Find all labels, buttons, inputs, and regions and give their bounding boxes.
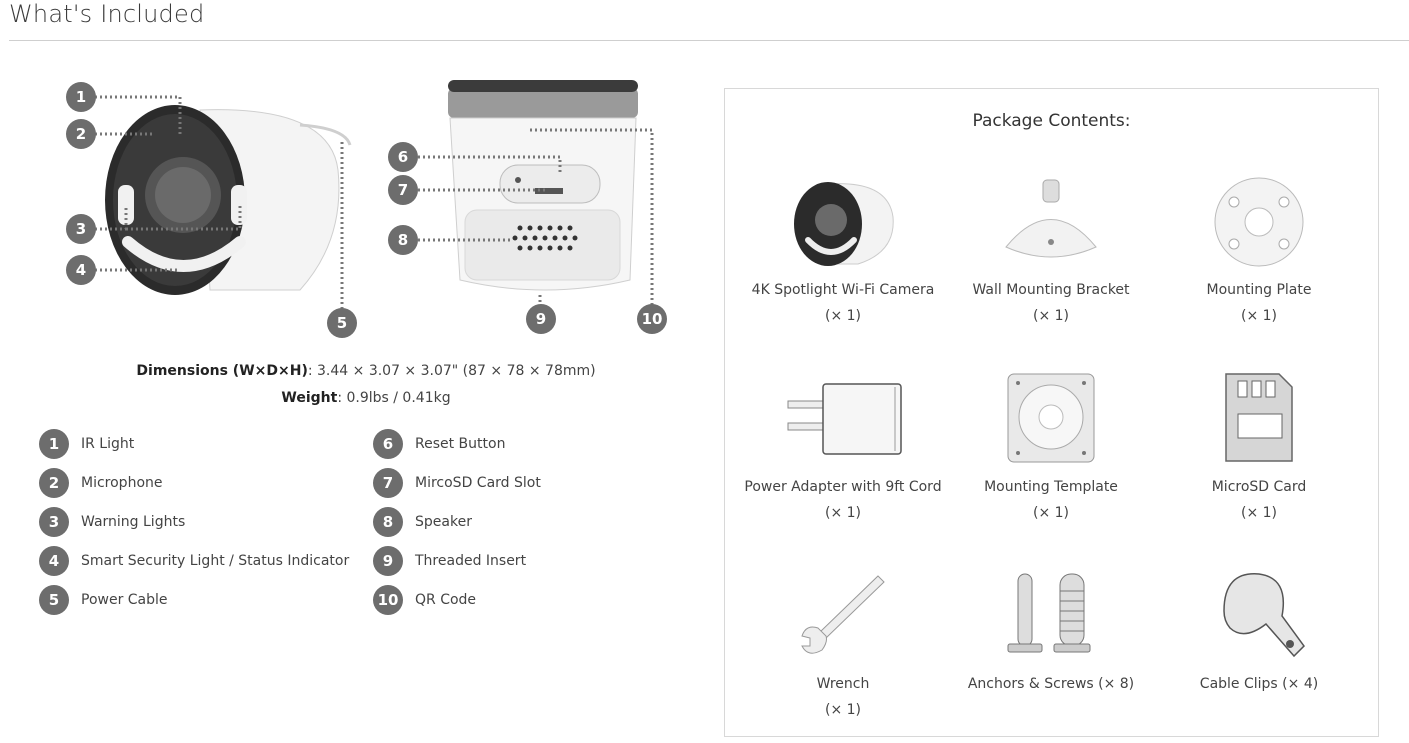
legend-item-qr-code — [373, 585, 476, 615]
package-item-template — [951, 364, 1151, 526]
legend-label: QR Code — [415, 592, 477, 608]
legend-label: Smart Security Light / Status Indicator — [81, 553, 350, 569]
package-item-name: Mounting Template — [984, 479, 1118, 495]
package-item-qty: (× 1) — [824, 308, 861, 324]
legend-item-warning-lights — [39, 507, 185, 537]
legend-badge: 1 — [39, 429, 69, 459]
callout-1-badge: 1 — [66, 82, 96, 112]
callout-4-badge: 4 — [66, 255, 96, 285]
package-item-name: MicroSD Card — [1211, 479, 1307, 495]
callout-9-badge: 9 — [526, 304, 556, 334]
callout-7-badge: 7 — [388, 175, 418, 205]
legend-label: Warning Lights — [81, 514, 186, 530]
legend-label: Microphone — [81, 475, 163, 491]
legend-item-ir-light — [39, 429, 134, 459]
wrench-icon — [788, 566, 898, 666]
camera-diagram — [0, 60, 720, 350]
plate-icon — [1204, 172, 1314, 272]
template-icon — [996, 369, 1106, 469]
legend-item-security-light — [39, 546, 349, 576]
legend-badge: 8 — [373, 507, 403, 537]
bracket-icon — [996, 172, 1106, 272]
package-item-name: Wall Mounting Bracket — [972, 282, 1130, 298]
dimensions-value: : 3.44 × 3.07 × 3.07" (87 × 78 × 78mm) — [307, 363, 596, 379]
legend-item-microphone — [39, 468, 163, 498]
package-item-camera — [743, 167, 943, 329]
legend-item-reset-button — [373, 429, 505, 459]
package-item-name: Anchors & Screws (× 8) — [967, 676, 1135, 692]
package-item-name: Wrench — [816, 676, 870, 692]
legend-label: Power Cable — [81, 592, 168, 608]
page-title: What's Included — [9, 0, 205, 28]
package-item-name: Power Adapter with 9ft Cord — [744, 479, 942, 495]
power-adapter-icon — [778, 369, 908, 469]
package-item-qty: (× 1) — [1240, 505, 1277, 521]
legend-badge: 7 — [373, 468, 403, 498]
legend-badge: 4 — [39, 546, 69, 576]
callout-2-badge: 2 — [66, 119, 96, 149]
callout-10-badge: 10 — [637, 304, 667, 334]
package-item-name: 4K Spotlight Wi-Fi Camera — [751, 282, 935, 298]
legend-badge: 9 — [373, 546, 403, 576]
package-item-cable-clips — [1159, 561, 1359, 697]
legend-item-threaded-insert — [373, 546, 526, 576]
package-item-name: Cable Clips (× 4) — [1199, 676, 1319, 692]
legend-label: MircoSD Card Slot — [415, 475, 541, 491]
package-contents-title: Package Contents: — [972, 111, 1131, 131]
package-item-name: Mounting Plate — [1206, 282, 1312, 298]
legend-label: IR Light — [81, 436, 135, 452]
legend-label: Speaker — [415, 514, 472, 530]
callout-5-badge: 5 — [327, 308, 357, 338]
legend-label: Reset Button — [415, 436, 506, 452]
legend-label: Threaded Insert — [415, 553, 527, 569]
package-item-qty: (× 1) — [1240, 308, 1277, 324]
weight-label: Weight — [281, 390, 338, 406]
dimensions-line — [0, 363, 732, 379]
camera-icon — [788, 172, 898, 272]
weight-value: : 0.9lbs / 0.41kg — [337, 390, 451, 406]
legend-badge: 5 — [39, 585, 69, 615]
title-divider — [9, 40, 1409, 41]
legend-badge: 2 — [39, 468, 69, 498]
legend-item-speaker — [373, 507, 472, 537]
package-item-power-adapter — [743, 364, 943, 526]
legend-badge: 6 — [373, 429, 403, 459]
anchors-screws-icon — [996, 566, 1106, 666]
legend-item-microsd-slot — [373, 468, 541, 498]
weight-line — [0, 390, 732, 406]
cable-clip-icon — [1204, 566, 1314, 666]
dimensions-label: Dimensions (W×D×H) — [136, 363, 308, 379]
camera-illustration — [0, 60, 720, 350]
package-item-qty: (× 1) — [1032, 505, 1069, 521]
callout-6-badge: 6 — [388, 142, 418, 172]
package-item-microsd — [1159, 364, 1359, 526]
package-item-wrench — [743, 561, 943, 723]
package-item-anchors-screws — [951, 561, 1151, 697]
package-item-plate — [1159, 167, 1359, 329]
package-item-qty: (× 1) — [824, 505, 861, 521]
microsd-icon — [1204, 369, 1314, 469]
package-item-bracket — [951, 167, 1151, 329]
package-item-qty: (× 1) — [824, 702, 861, 718]
callout-3-badge: 3 — [66, 214, 96, 244]
package-contents-panel — [724, 88, 1379, 737]
legend-badge: 3 — [39, 507, 69, 537]
package-item-qty: (× 1) — [1032, 308, 1069, 324]
legend-badge: 10 — [373, 585, 403, 615]
callout-8-badge: 8 — [388, 225, 418, 255]
legend-item-power-cable — [39, 585, 168, 615]
